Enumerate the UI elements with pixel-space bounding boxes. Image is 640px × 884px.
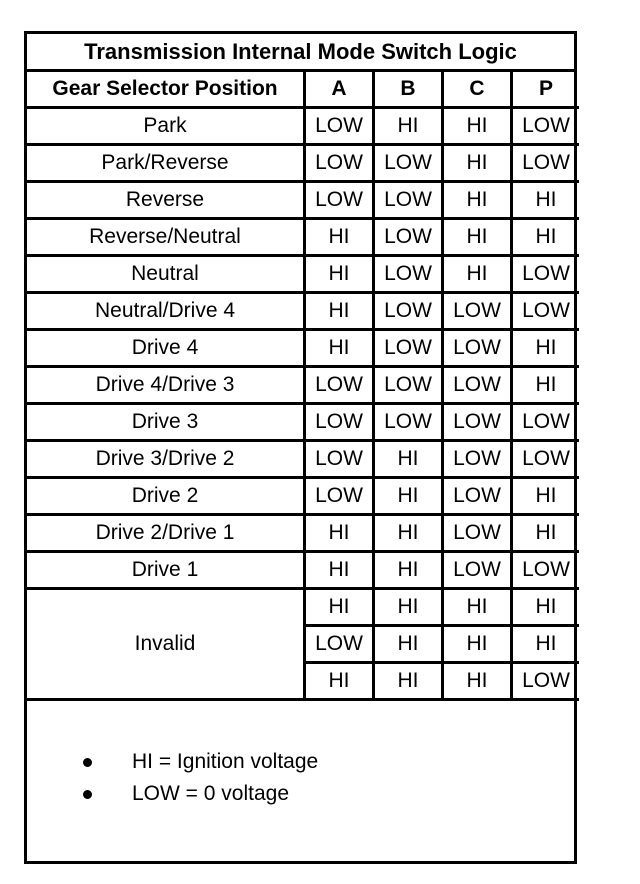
signal-a-cell: LOW — [305, 108, 374, 145]
mode-switch-logic-sheet — [24, 31, 577, 864]
signal-b-cell: HI — [374, 552, 443, 589]
signal-c-cell: HI — [443, 145, 512, 182]
header-row — [27, 72, 579, 108]
gear-position-cell: Drive 2/Drive 1 — [27, 515, 305, 552]
signal-p-cell: HI — [512, 330, 580, 367]
signal-p-cell: HI — [512, 515, 580, 552]
header-c: C — [443, 72, 512, 108]
header-b: B — [374, 72, 443, 108]
signal-p-cell: LOW — [512, 108, 580, 145]
bullet-icon — [83, 790, 92, 799]
gear-position-cell: Drive 1 — [27, 552, 305, 589]
signal-a-cell: LOW — [305, 145, 374, 182]
header-a: A — [305, 72, 374, 108]
signal-c-cell: HI — [443, 663, 512, 700]
signal-c-cell: HI — [443, 589, 512, 626]
table-row — [27, 293, 579, 330]
signal-a-cell: LOW — [305, 478, 374, 515]
signal-b-cell: LOW — [374, 145, 443, 182]
signal-c-cell: HI — [443, 626, 512, 663]
table-row — [27, 552, 579, 589]
signal-b-cell: HI — [374, 589, 443, 626]
signal-a-cell: LOW — [305, 441, 374, 478]
signal-c-cell: HI — [443, 219, 512, 256]
signal-a-cell: HI — [305, 256, 374, 293]
signal-c-cell: LOW — [443, 367, 512, 404]
gear-position-cell: Park — [27, 108, 305, 145]
signal-p-cell: LOW — [512, 663, 580, 700]
signal-a-cell: HI — [305, 552, 374, 589]
table-row — [27, 367, 579, 404]
signal-b-cell: LOW — [374, 182, 443, 219]
table-row — [27, 478, 579, 515]
signal-p-cell: HI — [512, 626, 580, 663]
signal-a-cell: LOW — [305, 182, 374, 219]
signal-b-cell: LOW — [374, 367, 443, 404]
signal-c-cell: LOW — [443, 515, 512, 552]
bullet-icon — [83, 758, 92, 767]
table-title: Transmission Internal Mode Switch Logic — [27, 34, 574, 72]
signal-p-cell: HI — [512, 478, 580, 515]
table-row — [27, 441, 579, 478]
signal-b-cell: HI — [374, 478, 443, 515]
signal-p-cell: LOW — [512, 404, 580, 441]
signal-b-cell: HI — [374, 663, 443, 700]
signal-b-cell: HI — [374, 515, 443, 552]
signal-b-cell: HI — [374, 626, 443, 663]
signal-b-cell: LOW — [374, 256, 443, 293]
gear-position-cell: Neutral/Drive 4 — [27, 293, 305, 330]
legend-text: LOW = 0 voltage — [132, 782, 289, 805]
legend-text: HI = Ignition voltage — [132, 750, 319, 773]
signal-b-cell: HI — [374, 108, 443, 145]
gear-position-cell: Reverse — [27, 182, 305, 219]
signal-a-cell: LOW — [305, 626, 374, 663]
table-row — [27, 330, 579, 367]
signal-c-cell: HI — [443, 256, 512, 293]
invalid-position-cell: Invalid — [27, 589, 305, 700]
signal-p-cell: LOW — [512, 552, 580, 589]
signal-p-cell: HI — [512, 367, 580, 404]
signal-c-cell: LOW — [443, 552, 512, 589]
signal-p-cell: LOW — [512, 145, 580, 182]
signal-c-cell: HI — [443, 182, 512, 219]
table-row — [27, 515, 579, 552]
gear-position-cell: Drive 3/Drive 2 — [27, 441, 305, 478]
signal-a-cell: HI — [305, 330, 374, 367]
signal-a-cell: HI — [305, 663, 374, 700]
logic-body — [27, 108, 579, 700]
header-p: P — [512, 72, 580, 108]
gear-position-cell: Drive 4/Drive 3 — [27, 367, 305, 404]
signal-a-cell: LOW — [305, 404, 374, 441]
signal-c-cell: LOW — [443, 478, 512, 515]
signal-b-cell: LOW — [374, 219, 443, 256]
invalid-row — [27, 589, 579, 626]
gear-position-cell: Neutral — [27, 256, 305, 293]
legend-item-low — [83, 782, 289, 806]
signal-p-cell: LOW — [512, 293, 580, 330]
table-row — [27, 219, 579, 256]
table-row — [27, 256, 579, 293]
table-row — [27, 404, 579, 441]
gear-position-cell: Drive 2 — [27, 478, 305, 515]
gear-position-cell: Drive 4 — [27, 330, 305, 367]
signal-p-cell: LOW — [512, 441, 580, 478]
gear-position-cell: Park/Reverse — [27, 145, 305, 182]
signal-c-cell: LOW — [443, 330, 512, 367]
signal-c-cell: LOW — [443, 293, 512, 330]
signal-p-cell: HI — [512, 589, 580, 626]
signal-p-cell: HI — [512, 219, 580, 256]
signal-a-cell: HI — [305, 219, 374, 256]
signal-c-cell: LOW — [443, 404, 512, 441]
table-row — [27, 182, 579, 219]
signal-p-cell: LOW — [512, 256, 580, 293]
signal-b-cell: LOW — [374, 293, 443, 330]
signal-a-cell: HI — [305, 515, 374, 552]
signal-c-cell: LOW — [443, 441, 512, 478]
logic-table — [27, 72, 579, 701]
table-row — [27, 108, 579, 145]
gear-position-cell: Reverse/Neutral — [27, 219, 305, 256]
table-row — [27, 145, 579, 182]
gear-position-cell: Drive 3 — [27, 404, 305, 441]
signal-p-cell: HI — [512, 182, 580, 219]
signal-a-cell: HI — [305, 589, 374, 626]
signal-a-cell: LOW — [305, 367, 374, 404]
signal-a-cell: HI — [305, 293, 374, 330]
signal-b-cell: LOW — [374, 330, 443, 367]
signal-b-cell: LOW — [374, 404, 443, 441]
signal-c-cell: HI — [443, 108, 512, 145]
legend-item-hi — [83, 750, 318, 774]
signal-b-cell: HI — [374, 441, 443, 478]
header-position: Gear Selector Position — [27, 72, 305, 108]
